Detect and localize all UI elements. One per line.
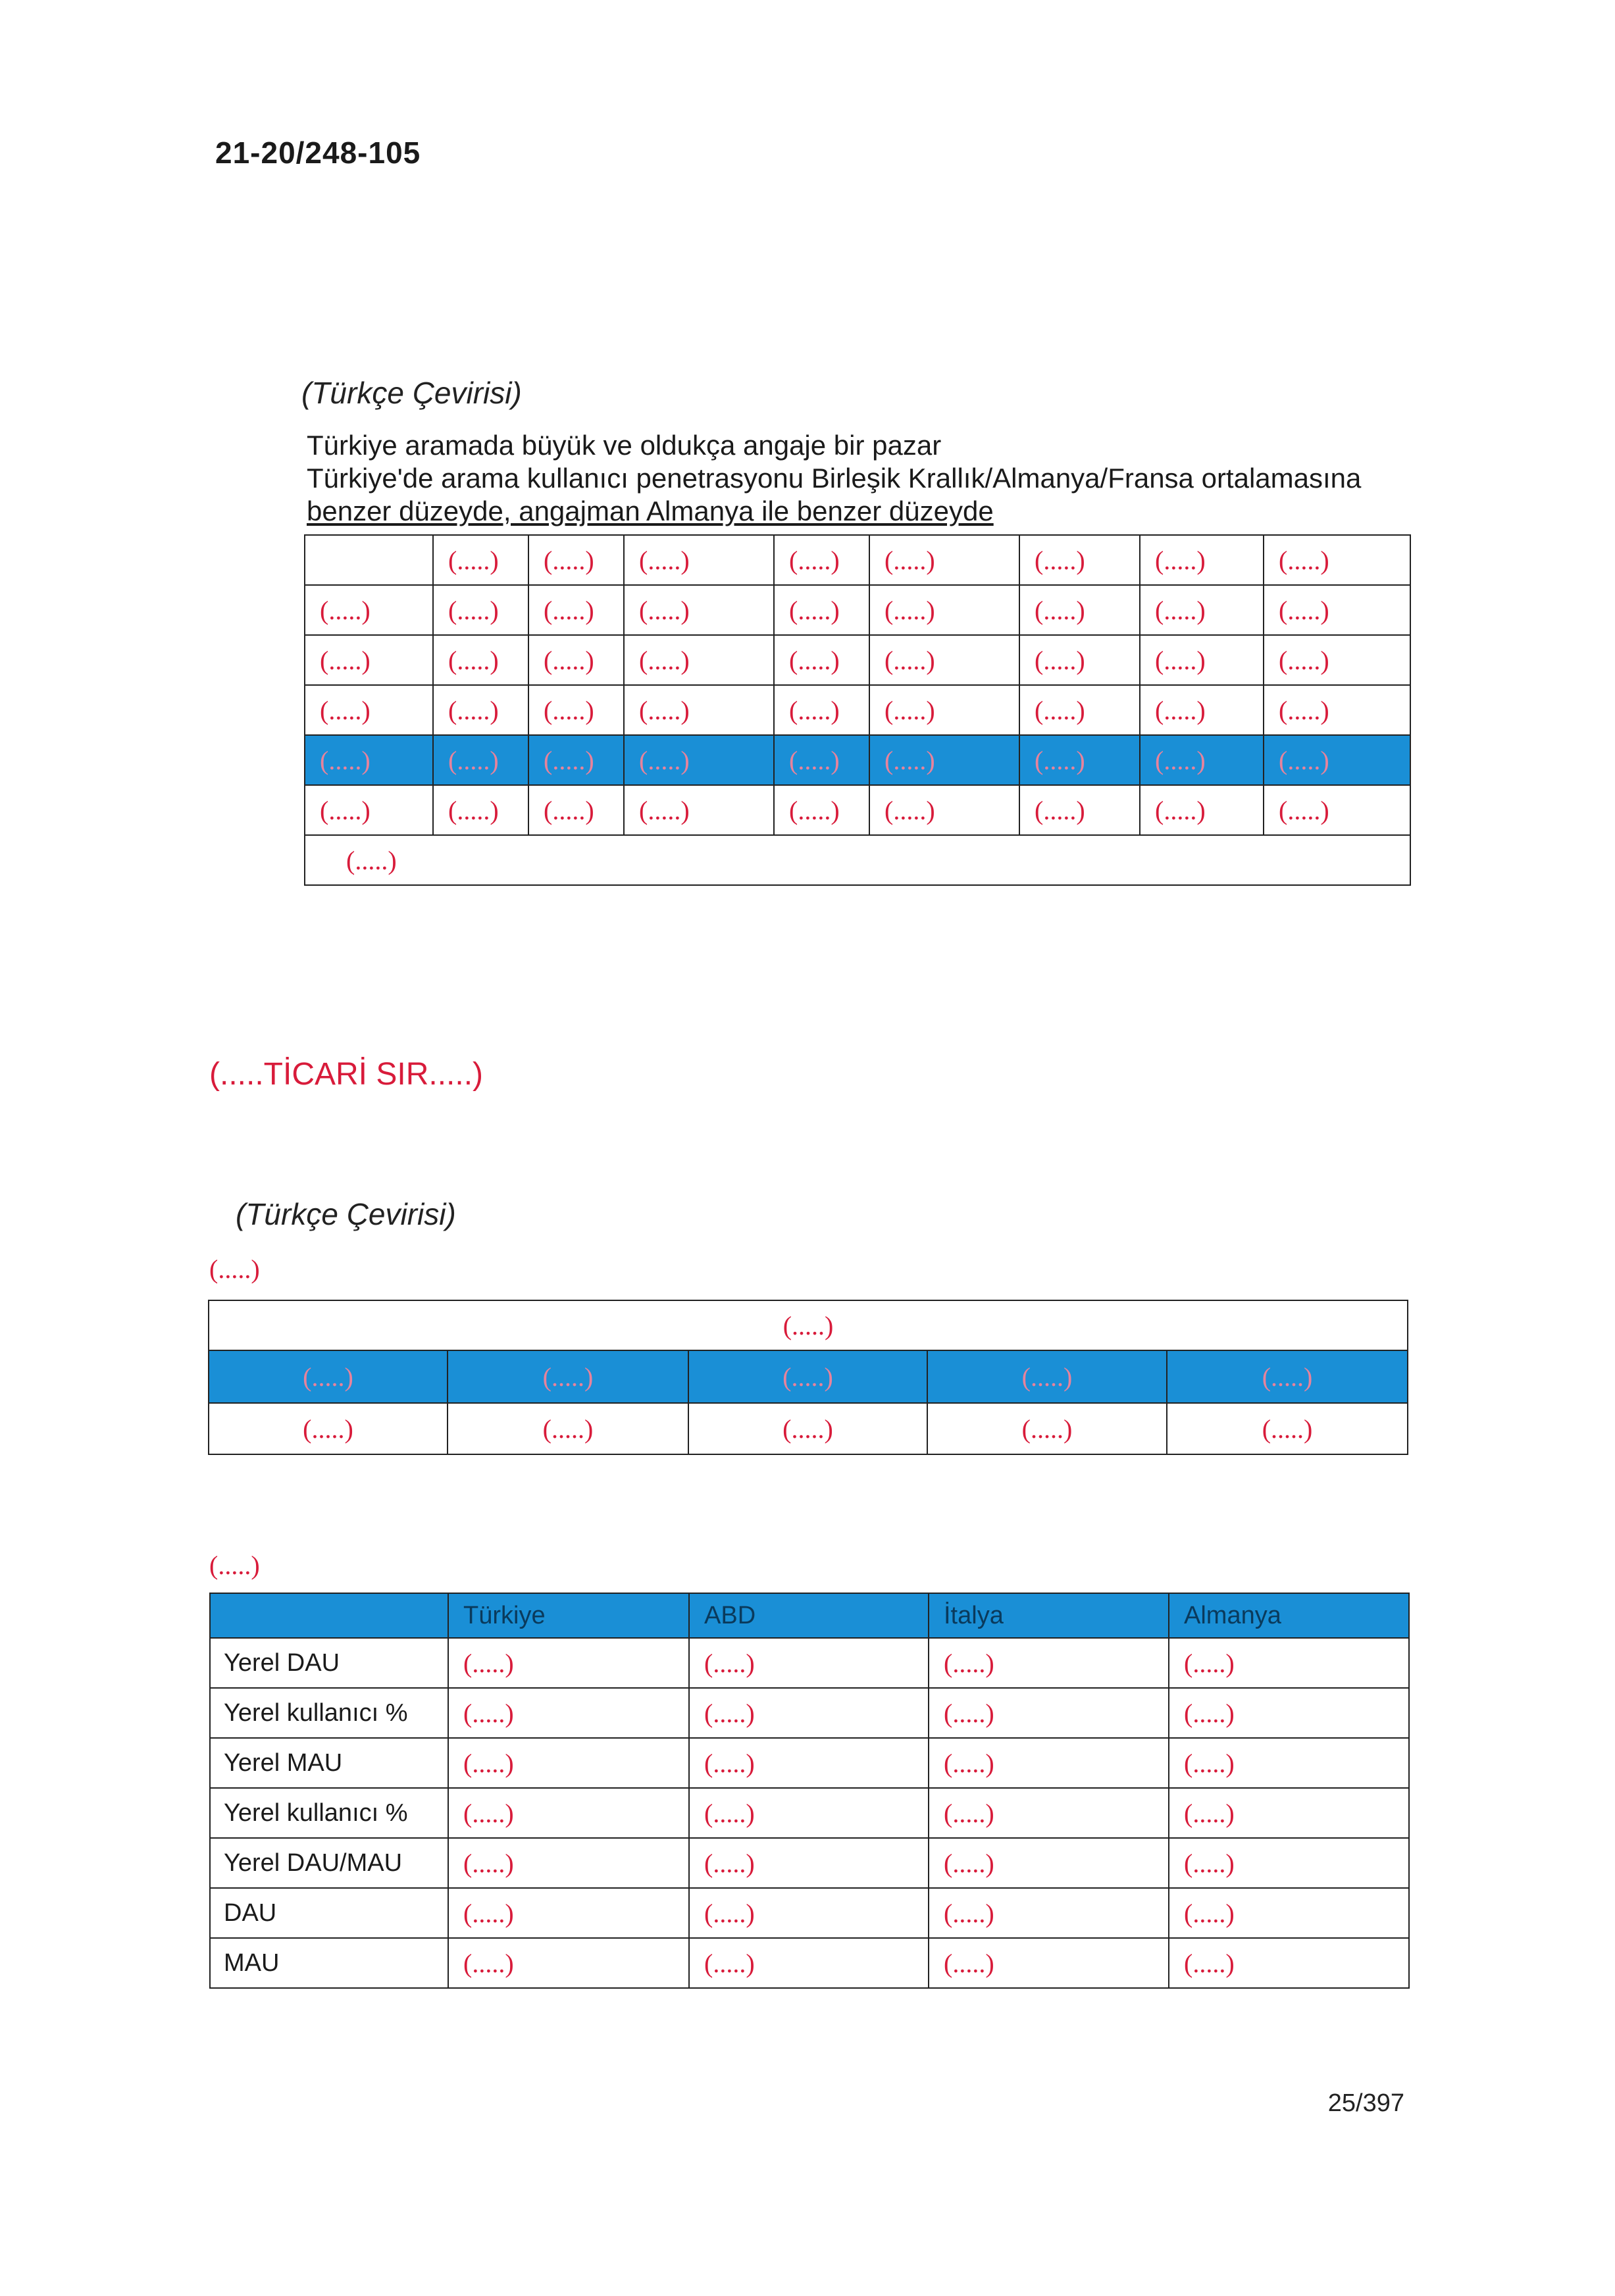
summary-line-1: Türkiye aramada büyük ve oldukça angaje bir pazar [307, 430, 942, 461]
table-cell [448, 1738, 689, 1788]
table-cell [305, 735, 433, 785]
table-cell [448, 1638, 689, 1688]
column-header: Almanya [1169, 1593, 1409, 1638]
table-cell [1140, 785, 1264, 835]
table-cell [1019, 585, 1140, 635]
redacted-mark: (.....) [704, 1948, 755, 1978]
table-row [305, 635, 1410, 685]
redacted-mark: (.....) [463, 1798, 514, 1828]
table-cell [1169, 1738, 1409, 1788]
table-cell [929, 1838, 1169, 1888]
redacted-mark: (.....) [1279, 795, 1329, 825]
table-cell [1167, 1350, 1408, 1403]
redacted-mark: (.....) [704, 1698, 755, 1728]
table-cell [929, 1788, 1169, 1838]
table-3-caption: (.....) [209, 1550, 260, 1580]
table-cell [774, 535, 869, 585]
table-cell [869, 635, 1019, 685]
table-cell [688, 1403, 927, 1454]
table-cell [929, 1688, 1169, 1738]
redacted-mark: (.....) [789, 695, 840, 725]
table-cell [305, 685, 433, 735]
table-cell [1019, 785, 1140, 835]
table-cell [1264, 685, 1410, 735]
redacted-mark: (.....) [544, 745, 594, 775]
redacted-mark: (.....) [944, 1698, 994, 1728]
table-cell [1264, 585, 1410, 635]
row-label: Yerel MAU [210, 1738, 448, 1788]
redacted-mark: (.....) [639, 545, 690, 575]
table-cell [774, 585, 869, 635]
summary-line-2: Türkiye'de arama kullanıcı penetrasyonu Birleşik Krallık/Almanya/Fransa ortalamasına [307, 463, 1362, 494]
table-cell [1169, 1788, 1409, 1838]
table-row [210, 1838, 1409, 1888]
page-number: 25/397 [1327, 2089, 1404, 2117]
redacted-mark: (.....) [1279, 545, 1329, 575]
redacted-mark: (.....) [944, 1648, 994, 1678]
redacted-mark: (.....) [944, 1798, 994, 1828]
redacted-mark: (.....) [789, 595, 840, 625]
metrics-table [209, 1593, 1410, 1989]
redacted-mark: (.....) [1279, 595, 1329, 625]
table-cell [1019, 685, 1140, 735]
row-label: Yerel DAU/MAU [210, 1838, 448, 1888]
redacted-mark: (.....) [704, 1898, 755, 1928]
table-cell [624, 735, 774, 785]
column-header: Türkiye [448, 1593, 689, 1638]
redacted-mark: (.....) [944, 1898, 994, 1928]
table-2-caption: (.....) [209, 1254, 260, 1284]
redacted-mark: (.....) [1262, 1362, 1313, 1392]
redacted-mark: (.....) [884, 545, 935, 575]
table-cell [209, 1403, 448, 1454]
table-cell [869, 785, 1019, 835]
table-row [210, 1688, 1409, 1738]
table-cell [209, 1350, 448, 1403]
redacted-mark: (.....) [884, 795, 935, 825]
table-cell [448, 1403, 688, 1454]
redacted-mark: (.....) [448, 745, 499, 775]
table-cell [448, 1838, 689, 1888]
table-cell [305, 585, 433, 635]
redacted-mark: (.....) [782, 1414, 833, 1444]
row-label: Yerel kullanıcı % [210, 1688, 448, 1738]
table-cell [869, 585, 1019, 635]
redacted-mark: (.....) [1155, 695, 1206, 725]
redacted-mark: (.....) [789, 645, 840, 675]
redacted-mark: (.....) [346, 845, 397, 875]
redacted-mark: (.....) [944, 1948, 994, 1978]
redacted-mark: (.....) [542, 1414, 594, 1444]
redacted-mark: (.....) [1155, 545, 1206, 575]
table-cell [305, 635, 433, 685]
table-cell [774, 785, 869, 835]
redacted-mark: (.....) [1184, 1798, 1235, 1828]
table-cell [929, 1638, 1169, 1688]
redacted-mark: (.....) [639, 645, 690, 675]
table-cell [869, 685, 1019, 735]
table-cell [1264, 785, 1410, 835]
redacted-mark: (.....) [1184, 1898, 1235, 1928]
table-row [210, 1938, 1409, 1988]
redacted-mark: (.....) [1184, 1848, 1235, 1878]
table-row [210, 1638, 1409, 1688]
table-row [305, 685, 1410, 735]
table-cell [433, 735, 528, 785]
redacted-mark: (.....) [320, 695, 371, 725]
table-cell [528, 585, 624, 635]
table-cell [448, 1788, 689, 1838]
redacted-mark: (.....) [1035, 645, 1085, 675]
row-label: MAU [210, 1938, 448, 1988]
table-cell [1169, 1888, 1409, 1938]
table-cell [1167, 1403, 1408, 1454]
redacted-mark: (.....) [448, 695, 499, 725]
table-row [305, 835, 1410, 885]
table-cell [1140, 535, 1264, 585]
table-cell [689, 1788, 929, 1838]
table-cell [1169, 1688, 1409, 1738]
table-cell [869, 735, 1019, 785]
redacted-mark: (.....) [463, 1898, 514, 1928]
redacted-mark: (.....) [463, 1698, 514, 1728]
table-row [305, 535, 1410, 585]
table-cell [774, 735, 869, 785]
table-cell [305, 785, 433, 835]
redacted-mark: (.....) [1184, 1748, 1235, 1778]
table-cell [1169, 1938, 1409, 1988]
redacted-mark: (.....) [1184, 1948, 1235, 1978]
redacted-mark: (.....) [1184, 1698, 1235, 1728]
redacted-mark: (.....) [789, 545, 840, 575]
table-cell [624, 785, 774, 835]
row-label: DAU [210, 1888, 448, 1938]
row-label: Yerel DAU [210, 1638, 448, 1688]
table-cell [305, 535, 433, 585]
table-cell [624, 535, 774, 585]
redacted-mark: (.....) [544, 695, 594, 725]
redacted-mark: (.....) [1035, 745, 1085, 775]
redacted-mark: (.....) [320, 645, 371, 675]
redacted-mark: (.....) [463, 1948, 514, 1978]
table-cell [528, 635, 624, 685]
redacted-mark: (.....) [944, 1848, 994, 1878]
redacted-mark: (.....) [463, 1748, 514, 1778]
table-cell [528, 735, 624, 785]
redacted-mark: (.....) [320, 595, 371, 625]
redacted-mark: (.....) [1035, 695, 1085, 725]
table-cell [1169, 1838, 1409, 1888]
redacted-mark: (.....) [448, 795, 499, 825]
table-cell [528, 785, 624, 835]
redacted-table-2 [208, 1300, 1408, 1455]
table-cell [869, 535, 1019, 585]
table-cell [448, 1350, 688, 1403]
redacted-table-1 [304, 534, 1411, 886]
redacted-mark: (.....) [884, 595, 935, 625]
table-cell [1140, 585, 1264, 635]
redacted-mark: (.....) [639, 745, 690, 775]
table-row [305, 735, 1410, 785]
redacted-mark: (.....) [1155, 745, 1206, 775]
table-cell [305, 835, 1410, 885]
redacted-mark: (.....) [884, 645, 935, 675]
redacted-mark: (.....) [544, 795, 594, 825]
redacted-mark: (.....) [320, 795, 371, 825]
redacted-mark: (.....) [320, 745, 371, 775]
table-cell [774, 635, 869, 685]
table-cell [624, 685, 774, 735]
table-cell [1019, 535, 1140, 585]
table-header-row [210, 1593, 1409, 1638]
table-row [210, 1788, 1409, 1838]
summary-line-3: benzer düzeyde, angajman Almanya ile benzer düzeyde [307, 496, 994, 526]
redacted-mark: (.....) [463, 1648, 514, 1678]
redacted-mark: (.....) [704, 1648, 755, 1678]
redacted-mark: (.....) [944, 1748, 994, 1778]
table-cell [1169, 1638, 1409, 1688]
table-cell [433, 635, 528, 685]
redacted-mark: (.....) [1279, 645, 1329, 675]
redacted-mark: (.....) [448, 595, 499, 625]
table-row [305, 785, 1410, 835]
redacted-mark: (.....) [1279, 745, 1329, 775]
table-2-title-row [209, 1300, 1408, 1350]
table-row [210, 1738, 1409, 1788]
document-number: 21-20/248-105 [215, 136, 421, 170]
table-cell [1140, 735, 1264, 785]
redacted-mark: (.....) [704, 1748, 755, 1778]
table-cell [689, 1938, 929, 1988]
table-cell [689, 1888, 929, 1938]
table-cell [689, 1638, 929, 1688]
table-cell [433, 535, 528, 585]
redacted-mark: (.....) [782, 1310, 834, 1340]
table-cell [1264, 535, 1410, 585]
translation-label-2: (Türkçe Çevirisi) [236, 1197, 456, 1231]
table-row [305, 585, 1410, 635]
redacted-mark: (.....) [542, 1362, 594, 1392]
redacted-mark: (.....) [782, 1362, 833, 1392]
redacted-mark: (.....) [1021, 1362, 1073, 1392]
row-label: Yerel kullanıcı % [210, 1788, 448, 1838]
redacted-mark: (.....) [884, 695, 935, 725]
redacted-mark: (.....) [1262, 1414, 1313, 1444]
redacted-mark: (.....) [463, 1848, 514, 1878]
redacted-mark: (.....) [1155, 645, 1206, 675]
translation-label-1: (Türkçe Çevirisi) [301, 376, 522, 410]
redacted-mark: (.....) [639, 595, 690, 625]
redacted-mark: (.....) [544, 545, 594, 575]
table-cell [1140, 635, 1264, 685]
table-2-title-cell [209, 1300, 1408, 1350]
redacted-mark: (.....) [704, 1848, 755, 1878]
redacted-mark: (.....) [448, 645, 499, 675]
table-cell [1140, 685, 1264, 735]
redacted-mark: (.....) [303, 1362, 353, 1392]
table-cell [688, 1350, 927, 1403]
redacted-mark: (.....) [448, 545, 499, 575]
redacted-mark: (.....) [544, 595, 594, 625]
table-cell [689, 1738, 929, 1788]
table-cell [528, 535, 624, 585]
redacted-mark: (.....) [1184, 1648, 1235, 1678]
trade-secret-notice: (.....TİCARİ SIR.....) [209, 1057, 484, 1092]
table-cell [448, 1688, 689, 1738]
redacted-mark: (.....) [1021, 1414, 1073, 1444]
column-header: ABD [689, 1593, 929, 1638]
table-row [209, 1350, 1408, 1403]
table-cell [689, 1688, 929, 1738]
table-cell [1019, 635, 1140, 685]
redacted-mark: (.....) [1035, 795, 1085, 825]
redacted-mark: (.....) [639, 795, 690, 825]
redacted-mark: (.....) [1155, 795, 1206, 825]
table-cell [927, 1350, 1167, 1403]
column-header: İtalya [929, 1593, 1169, 1638]
redacted-mark: (.....) [303, 1414, 353, 1444]
table-cell [448, 1938, 689, 1988]
table-cell [929, 1938, 1169, 1988]
table-cell [689, 1838, 929, 1888]
redacted-mark: (.....) [884, 745, 935, 775]
table-cell [929, 1738, 1169, 1788]
table-cell [624, 585, 774, 635]
redacted-mark: (.....) [1035, 545, 1085, 575]
table-cell [927, 1403, 1167, 1454]
redacted-mark: (.....) [789, 745, 840, 775]
redacted-mark: (.....) [1279, 695, 1329, 725]
table-row [210, 1888, 1409, 1938]
column-header [210, 1593, 448, 1638]
table-cell [433, 585, 528, 635]
table-cell [433, 685, 528, 735]
redacted-mark: (.....) [789, 795, 840, 825]
table-cell [1019, 735, 1140, 785]
redacted-mark: (.....) [704, 1798, 755, 1828]
redacted-mark: (.....) [639, 695, 690, 725]
table-cell [1264, 635, 1410, 685]
table-cell [1264, 735, 1410, 785]
redacted-mark: (.....) [544, 645, 594, 675]
redacted-mark: (.....) [1155, 595, 1206, 625]
table-cell [929, 1888, 1169, 1938]
table-cell [774, 685, 869, 735]
table-cell [448, 1888, 689, 1938]
table-cell [433, 785, 528, 835]
table-cell [624, 635, 774, 685]
table-cell [528, 685, 624, 735]
table-row [209, 1403, 1408, 1454]
redacted-mark: (.....) [1035, 595, 1085, 625]
